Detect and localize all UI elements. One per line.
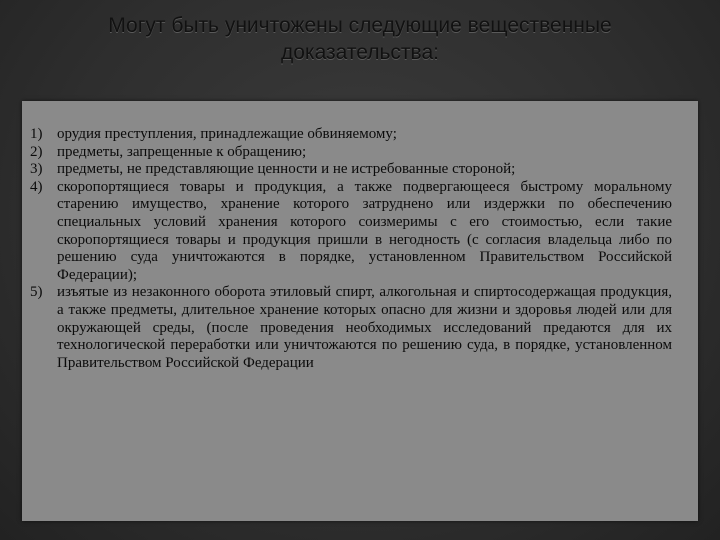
list-item-number: 5) xyxy=(30,284,43,301)
list-item-text: скоропортящиеся товары и продукция, а также подвергающееся быстрому моральному старению имущество, хранение которого затруднено или издержки по обеспечению специальных условий хранения которого соизмеримы с его стоимостью, если такие скоропортящиеся товары и продукция пришли в негодность (с согласия владельца либо по решению суда уничтожаются в порядке, установленном Правительством Российской Федерации); xyxy=(57,178,672,283)
list-item-text: изъятые из незаконного оборота этиловый спирт, алкогольная и спиртосодержащая продукция, а также предметы, длительное хранение которых опасно для жизни и здоровья людей или для окружающей среды, (после проведения необходимых исследований предаются для их технологической переработки или уничтожаются по решению суда, в порядке, установленном Правительством Российской Федерации xyxy=(57,284,672,371)
list-item-number: 3) xyxy=(30,161,43,178)
list-item xyxy=(30,161,672,179)
list-item xyxy=(30,144,672,162)
list-item-number: 2) xyxy=(30,143,43,160)
list-item xyxy=(30,126,672,144)
list-item-text: предметы, не представляющие ценности и не истребованные стороной; xyxy=(57,161,516,178)
list-item xyxy=(30,179,672,285)
list-item-text: орудия преступления, принадлежащие обвиняемому; xyxy=(57,126,397,142)
list-item-text: предметы, запрещенные к обращению; xyxy=(57,143,307,160)
list-item xyxy=(30,284,672,372)
list-item-number: 1) xyxy=(30,126,43,142)
evidence-list xyxy=(30,126,672,372)
slide-title: Могут быть уничтожены следующие вещественные доказательства: xyxy=(108,14,612,64)
list-item-number: 4) xyxy=(30,178,43,195)
